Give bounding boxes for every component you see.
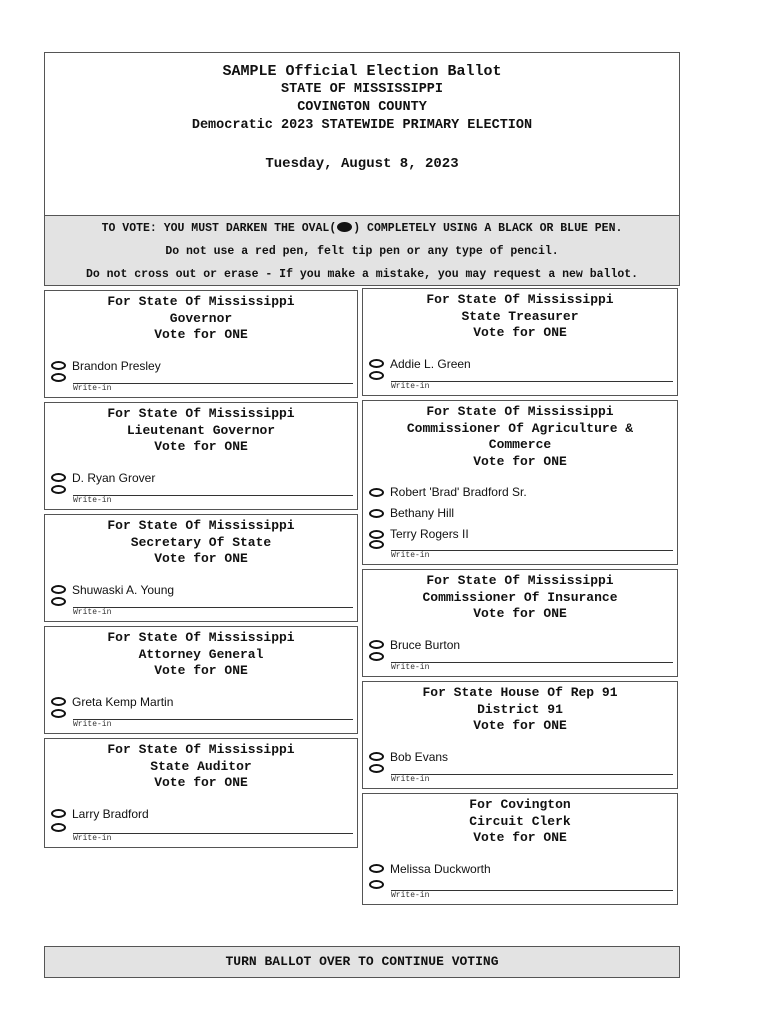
race-heading-line: Secretary Of State bbox=[130, 534, 272, 550]
state-name: STATE OF MISSISSIPPI bbox=[280, 82, 444, 97]
ballot-header bbox=[44, 52, 680, 286]
race-box bbox=[44, 738, 358, 848]
race-heading-line: Governor bbox=[169, 310, 233, 326]
race-heading-line: State Treasurer bbox=[461, 308, 579, 324]
candidate-option[interactable] bbox=[369, 862, 491, 876]
candidate-option[interactable] bbox=[369, 506, 454, 520]
write-in-line[interactable] bbox=[73, 719, 353, 720]
race-heading-line: Vote for ONE bbox=[473, 325, 567, 340]
race-heading bbox=[45, 515, 357, 568]
race-heading-line: Vote for ONE bbox=[154, 327, 248, 342]
race-heading-line: Circuit Clerk bbox=[469, 813, 571, 829]
race-heading-line: Vote for ONE bbox=[473, 830, 567, 845]
write-in-oval-icon[interactable] bbox=[51, 485, 66, 494]
race-box bbox=[44, 402, 358, 510]
candidate-name: Terry Rogers II bbox=[390, 527, 469, 541]
candidate-name: Melissa Duckworth bbox=[390, 861, 491, 876]
race-heading-line: State Auditor bbox=[150, 758, 252, 774]
write-in-label: Write-in bbox=[73, 720, 112, 729]
candidate-name: Shuwaski A. Young bbox=[72, 582, 175, 597]
write-in-label: Write-in bbox=[391, 663, 430, 672]
write-in-oval-icon[interactable] bbox=[51, 373, 66, 382]
vote-oval-icon[interactable] bbox=[369, 864, 384, 873]
race-heading bbox=[363, 570, 677, 623]
turn-over-banner: TURN BALLOT OVER TO CONTINUE VOTING bbox=[44, 946, 680, 978]
candidate-name: Bethany Hill bbox=[390, 506, 455, 520]
vote-oval-icon[interactable] bbox=[369, 752, 384, 761]
race-heading-line: For Covington bbox=[469, 797, 571, 812]
candidate-option[interactable] bbox=[51, 359, 161, 373]
vote-oval-icon[interactable] bbox=[51, 697, 66, 706]
race-heading-line: Commerce bbox=[488, 437, 552, 452]
race-box bbox=[362, 569, 678, 677]
race-heading-line: For State Of Mississippi bbox=[426, 573, 614, 588]
county-name: COVINGTON COUNTY bbox=[297, 100, 427, 115]
write-in-label: Write-in bbox=[391, 775, 430, 784]
write-in-line[interactable] bbox=[73, 383, 353, 384]
instruction-text-a: TO VOTE: YOU MUST DARKEN THE OVAL( bbox=[101, 222, 337, 235]
race-heading-line: Vote for ONE bbox=[154, 439, 248, 454]
candidate-option[interactable] bbox=[51, 583, 174, 597]
write-in-oval-icon[interactable] bbox=[51, 709, 66, 718]
vote-oval-icon[interactable] bbox=[369, 359, 384, 368]
race-box bbox=[362, 288, 678, 396]
race-heading bbox=[363, 401, 677, 470]
race-box bbox=[44, 290, 358, 398]
candidate-option[interactable] bbox=[369, 357, 471, 371]
race-box bbox=[362, 400, 678, 565]
race-heading-line: Commissioner Of Insurance bbox=[422, 589, 618, 605]
race-heading-line: Vote for ONE bbox=[154, 551, 248, 566]
race-heading bbox=[363, 794, 677, 847]
election-date: Tuesday, August 8, 2023 bbox=[265, 156, 459, 172]
race-heading bbox=[363, 289, 677, 342]
race-box bbox=[362, 681, 678, 789]
filled-oval-icon bbox=[337, 222, 352, 232]
race-heading-line: Vote for ONE bbox=[473, 606, 567, 621]
race-heading bbox=[45, 739, 357, 792]
write-in-line[interactable] bbox=[391, 381, 673, 382]
candidate-name: D. Ryan Grover bbox=[72, 470, 156, 485]
vote-oval-icon[interactable] bbox=[51, 473, 66, 482]
candidate-option[interactable] bbox=[369, 638, 460, 652]
write-in-oval-icon[interactable] bbox=[369, 764, 384, 773]
race-heading-line: Attorney General bbox=[138, 646, 264, 662]
write-in-label: Write-in bbox=[391, 382, 430, 391]
vote-oval-icon[interactable] bbox=[369, 509, 384, 518]
candidate-name: Bob Evans bbox=[390, 749, 449, 764]
vote-oval-icon[interactable] bbox=[369, 488, 384, 497]
race-heading-line: Commissioner Of Agriculture & bbox=[406, 420, 634, 436]
write-in-oval-icon[interactable] bbox=[369, 540, 384, 549]
instruction-line-1 bbox=[45, 217, 679, 240]
vote-oval-icon[interactable] bbox=[51, 585, 66, 594]
race-heading-line: District 91 bbox=[477, 701, 563, 717]
candidate-option[interactable] bbox=[369, 750, 448, 764]
ballot-title: SAMPLE Official Election Ballot bbox=[222, 63, 502, 80]
write-in-line[interactable] bbox=[73, 495, 353, 496]
candidate-option[interactable] bbox=[369, 485, 527, 499]
write-in-label: Write-in bbox=[73, 384, 112, 393]
write-in-line[interactable] bbox=[391, 774, 673, 775]
write-in-oval-icon[interactable] bbox=[51, 823, 66, 832]
race-heading bbox=[45, 291, 357, 344]
race-heading bbox=[363, 682, 677, 735]
race-heading-line: For State Of Mississippi bbox=[426, 404, 614, 419]
instruction-line-3: Do not cross out or erase - If you make a mistake, you may request a new ballot. bbox=[85, 268, 639, 281]
race-heading-line: For State Of Mississippi bbox=[107, 406, 295, 421]
candidate-name: Bruce Burton bbox=[390, 637, 461, 652]
write-in-oval-icon[interactable] bbox=[369, 652, 384, 661]
instruction-text-b: ) COMPLETELY USING A BLACK OR BLUE PEN. bbox=[353, 222, 623, 235]
race-heading-line: Vote for ONE bbox=[154, 775, 248, 790]
candidate-name: Robert 'Brad' Bradford Sr. bbox=[390, 485, 527, 499]
race-heading-line: Vote for ONE bbox=[473, 453, 567, 469]
race-heading-line: For State Of Mississippi bbox=[107, 630, 295, 645]
voting-instructions bbox=[45, 215, 679, 285]
race-heading bbox=[45, 627, 357, 680]
vote-oval-icon[interactable] bbox=[51, 361, 66, 370]
write-in-label: Write-in bbox=[73, 496, 112, 505]
write-in-label: Write-in bbox=[391, 891, 430, 900]
race-box bbox=[44, 626, 358, 734]
write-in-oval-icon[interactable] bbox=[51, 597, 66, 606]
race-heading-line: For State Of Mississippi bbox=[107, 742, 295, 757]
write-in-line[interactable] bbox=[73, 833, 353, 834]
race-heading-line: For State House Of Rep 91 bbox=[422, 685, 618, 700]
vote-oval-icon[interactable] bbox=[369, 530, 384, 539]
race-box bbox=[44, 514, 358, 622]
race-heading-line: Vote for ONE bbox=[154, 663, 248, 678]
candidate-name: Larry Bradford bbox=[72, 806, 149, 821]
vote-oval-icon[interactable] bbox=[369, 640, 384, 649]
instruction-line-2: Do not use a red pen, felt tip pen or any type of pencil. bbox=[165, 245, 559, 258]
candidate-name: Addie L. Green bbox=[390, 356, 471, 371]
race-heading-line: For State Of Mississippi bbox=[107, 518, 295, 533]
candidate-option[interactable] bbox=[51, 695, 173, 709]
race-heading bbox=[45, 403, 357, 456]
race-heading-line: Vote for ONE bbox=[473, 718, 567, 733]
write-in-oval-icon[interactable] bbox=[369, 880, 384, 889]
candidate-name: Brandon Presley bbox=[72, 358, 161, 373]
write-in-oval-icon[interactable] bbox=[369, 371, 384, 380]
race-heading-line: Lieutenant Governor bbox=[126, 422, 276, 438]
race-heading-line: For State Of Mississippi bbox=[107, 294, 295, 309]
write-in-line[interactable] bbox=[391, 550, 673, 551]
write-in-line[interactable] bbox=[391, 662, 673, 663]
write-in-line[interactable] bbox=[73, 607, 353, 608]
candidate-name: Greta Kemp Martin bbox=[72, 694, 174, 709]
race-heading-line: For State Of Mississippi bbox=[426, 292, 614, 307]
write-in-label: Write-in bbox=[73, 834, 112, 843]
race-box bbox=[362, 793, 678, 905]
election-name: Democratic 2023 STATEWIDE PRIMARY ELECTION bbox=[191, 118, 533, 133]
candidate-option[interactable] bbox=[51, 807, 149, 821]
candidate-option[interactable] bbox=[51, 471, 155, 485]
vote-oval-icon[interactable] bbox=[51, 809, 66, 818]
candidate-option[interactable] bbox=[369, 527, 469, 541]
write-in-label: Write-in bbox=[73, 608, 112, 617]
write-in-line[interactable] bbox=[391, 890, 673, 891]
write-in-label: Write-in bbox=[391, 551, 430, 560]
